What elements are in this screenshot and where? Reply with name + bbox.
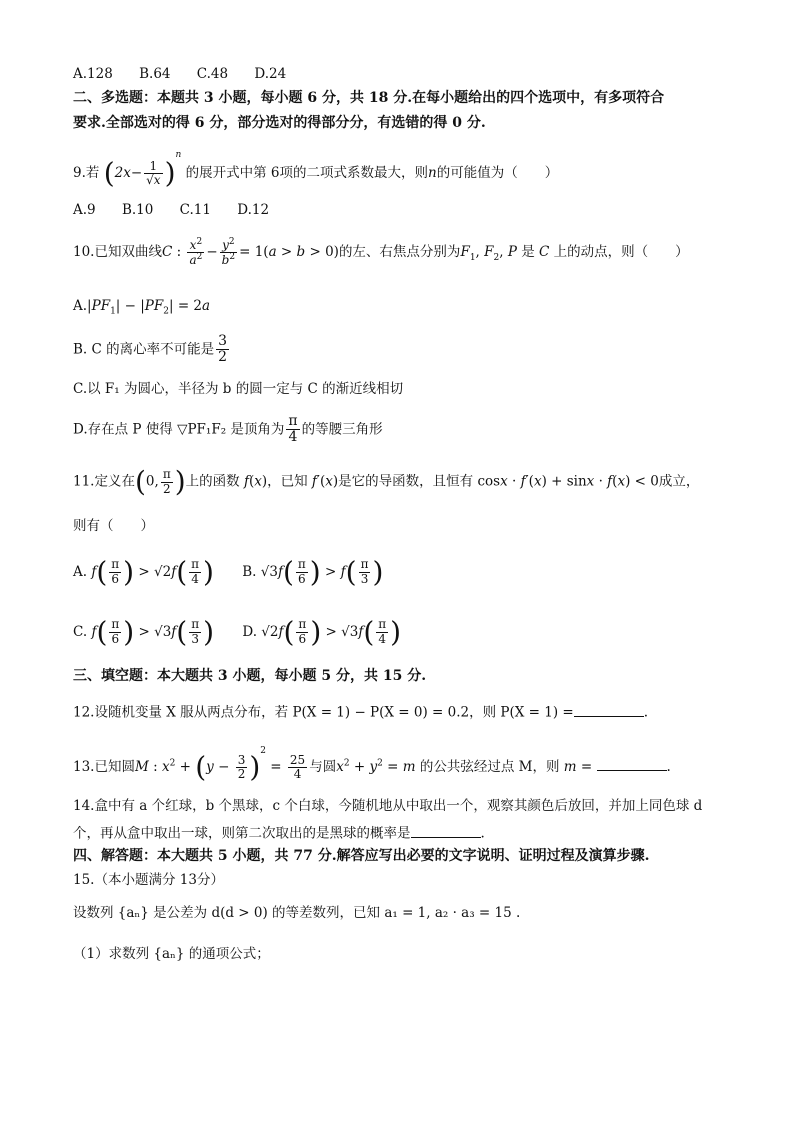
q9-stem: 9.若 (2x− $\frac{1}{√x}$ )$^n$ 的展开式中第 6项的二项式系数最大，则n的可能值为（ ） <box>73 150 559 190</box>
option-d: D.24 <box>254 66 287 82</box>
q10-option-a: $A.|PF_1| - |PF_2| = 2a$ <box>73 298 211 317</box>
q14-line1: 14.盒中有 a 个红球，b 个黑球，c 个白球，今随机地从中取出一个，观察其颜色后放回，并加上同色球 d <box>73 798 703 814</box>
q14-line2: 个，再从盒中取出一球，则第二次取出的是黑球的概率是 . <box>73 823 485 842</box>
q12: 12.设随机变量 X 服从两点分布，若 P(X = 1) − P(X = 0) = 0.2，则 P(X = 1) = . <box>73 702 648 721</box>
q11-line2: 则有（ ） <box>73 518 154 534</box>
q15-header: 15.（本小题满分 13分） <box>73 872 224 888</box>
answer-blank[interactable] <box>411 823 481 838</box>
q9-options <box>73 202 291 218</box>
q15-stem: 设数列 {aₙ} 是公差为 d(d > 0) 的等差数列，已知 a₁ = 1, a₂ · a₃ = 15 . <box>73 905 521 921</box>
section2-heading-line2: 要求.全部选对的得 6 分，部分选对的得部分分，有选错的得 0 分. <box>73 115 486 131</box>
q10-stem: 10.已知双曲线C : $\frac{x^2}{a^2}$ − $\frac{y^2}{b^2}$ = 1(a > b > 0)的左、右焦点分别为$F_1$, $F_2$, P 是 C 上的动点，则（ ） <box>73 237 689 268</box>
option-c: C.11 <box>179 202 211 218</box>
q11-options-cd: C. f( $\frac{\pi}{6}$ ) > √3f( $\frac{\pi}{3}$ ) D. √2f( $\frac{\pi}{6}$ ) > √3f( $\frac{\pi}{4}$ ) <box>73 615 402 648</box>
section2-heading-line1: 二、多选题：本题共 3 小题，每小题 6 分，共 18 分.在每小题给出的四个选项中，有多项符合 <box>73 90 665 106</box>
option-b: B.64 <box>139 66 171 82</box>
option-a: A.9 <box>73 202 96 218</box>
q8-options <box>73 66 308 82</box>
q10-option-d: D.存在点 P 使得 ▽PF₁F₂ 是顶角为 $\frac{\pi}{4}$ 的等腰三角形 <box>73 413 383 446</box>
option-b: B.10 <box>121 202 154 218</box>
option-c: C.48 <box>196 66 229 82</box>
section3-heading: 三、填空题：本大题共 3 小题，每小题 5 分，共 15 分. <box>73 668 427 684</box>
q11-options-ab: A. f( $\frac{\pi}{6}$ ) > √2f( $\frac{\pi}{4}$ ) B. √3f( $\frac{\pi}{6}$ ) > f( $\frac{\pi}{3}$ ) <box>73 555 384 588</box>
q13: 13.已知圆M : $x^2 + (y$ − $\frac{3}{2}$ )$^2$ = $\frac{25}{4}$ 与圆$x^2 + y^2 = m$ 的公共弦经过点 M，则 m = . <box>73 746 671 784</box>
option-a: A.128 <box>73 66 113 82</box>
q10-option-c: C.以 F₁ 为圆心，半径为 b 的圆一定与 C 的渐近线相切 <box>73 381 404 397</box>
answer-blank[interactable] <box>597 757 667 772</box>
q11-stem: 11.定义在(0, $\frac{\pi}{2}$ )上的函数 f(x)，已知 f′(x)是它的导函数，且恒有 cosx · f′(x) + sinx · f(x) < 0成立， <box>73 465 700 498</box>
answer-blank[interactable] <box>574 702 644 717</box>
q15-part1: （1）求数列 {aₙ} 的通项公式； <box>73 946 270 962</box>
q10-option-b: B. C 的离心率不可能是 $\frac{3}{2}$ <box>73 333 228 366</box>
option-d: D.12 <box>237 202 270 218</box>
section4-heading: 四、解答题：本大题共 5 小题，共 77 分.解答应写出必要的文字说明、证明过程及演算步骤. <box>73 848 650 864</box>
